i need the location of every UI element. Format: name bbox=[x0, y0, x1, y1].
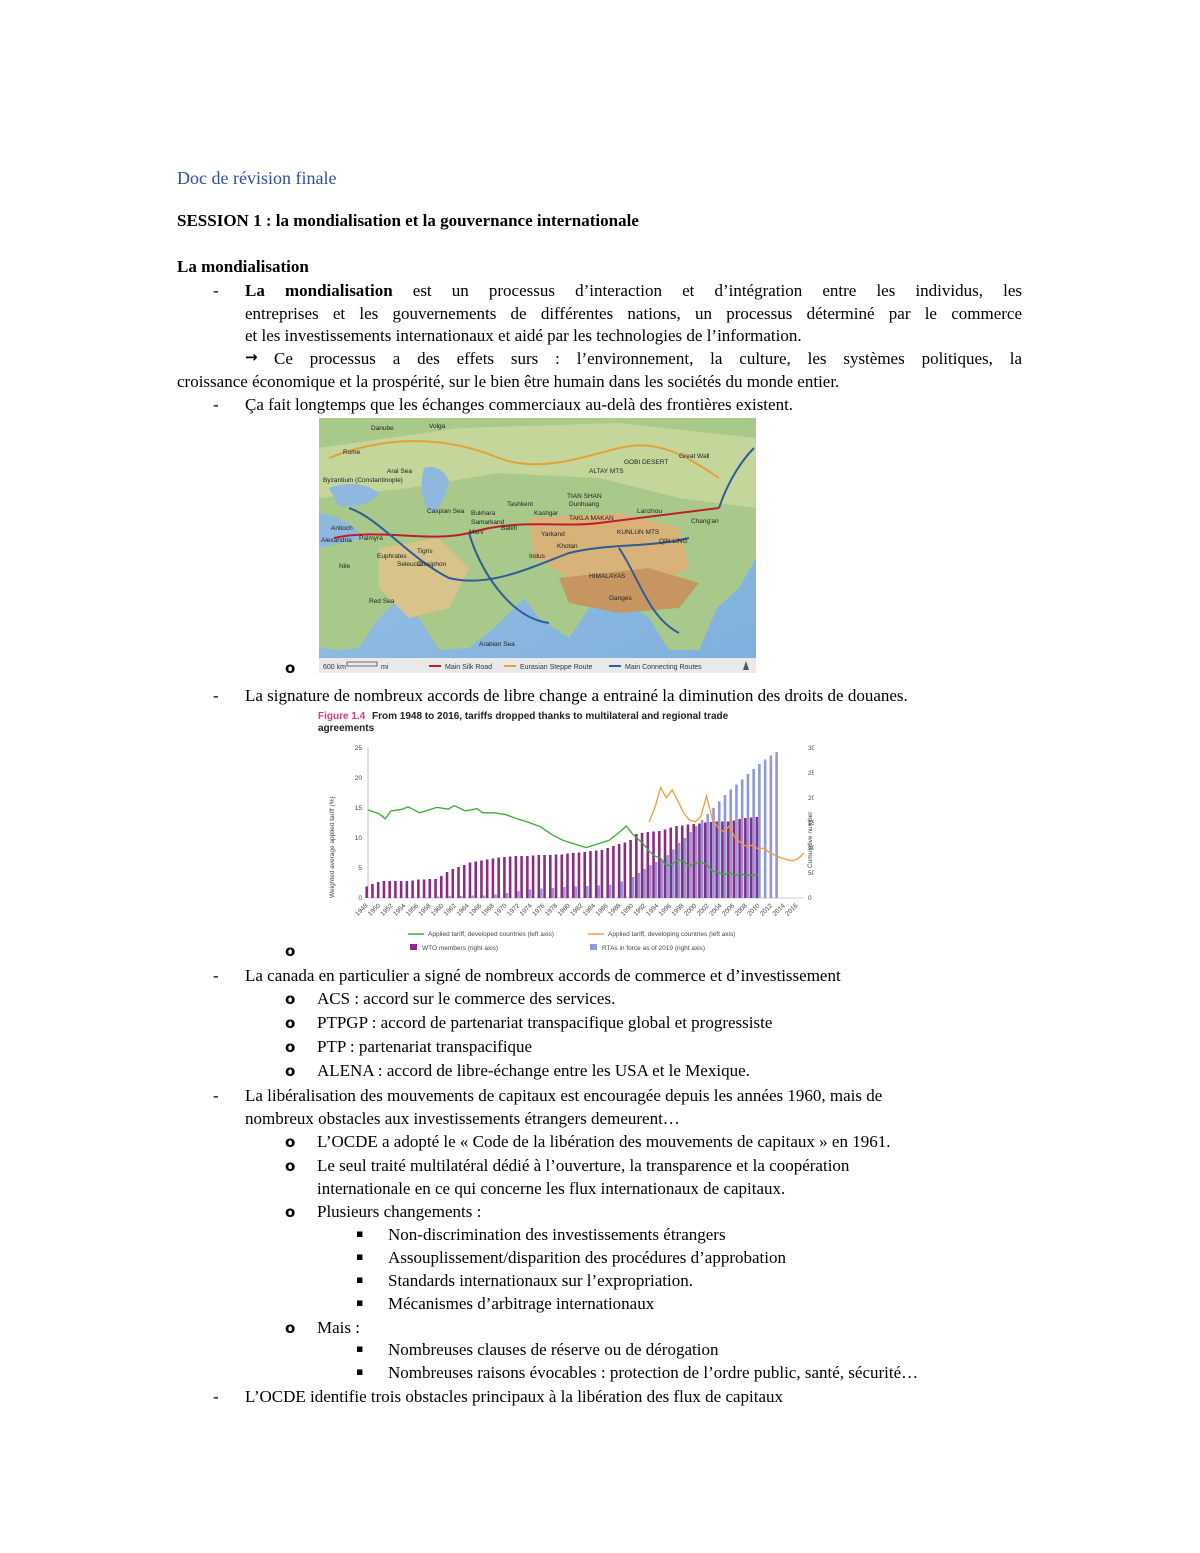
map-label: Lanzhou bbox=[637, 508, 662, 515]
wto-bar bbox=[560, 855, 563, 899]
map-label: TAKLA MAKAN bbox=[569, 515, 614, 522]
rta-bar bbox=[649, 865, 652, 898]
rta-bar bbox=[706, 814, 709, 898]
rta-bar bbox=[483, 896, 486, 899]
square-bullet: ▪ bbox=[356, 1250, 364, 1263]
wto-bar bbox=[469, 863, 472, 899]
wto-bar bbox=[578, 853, 581, 899]
ocde-code-item: L’OCDE a adopté le « Code de la libération des mouvements de capitaux » en 1961. bbox=[317, 1132, 891, 1151]
map-label: Nile bbox=[339, 563, 351, 570]
wto-bar bbox=[566, 854, 569, 899]
legend-swatch-wto bbox=[410, 944, 417, 950]
chart-x-tick: 1950 bbox=[366, 902, 383, 918]
rta-bar bbox=[563, 887, 566, 898]
square-bullet: ▪ bbox=[356, 1365, 364, 1378]
silk-road-map-svg bbox=[319, 418, 756, 673]
map-label: Balkh bbox=[501, 525, 518, 532]
map-label: Alexandria bbox=[321, 537, 352, 544]
wto-bar bbox=[503, 857, 506, 898]
chart-x-tick: 2016 bbox=[784, 902, 800, 918]
rta-bar bbox=[741, 780, 744, 899]
bullet-dash: - bbox=[213, 281, 219, 300]
chart-y2-tick: 20 bbox=[808, 795, 814, 802]
document-title: Doc de révision finale bbox=[177, 168, 337, 188]
sub-bullet-circle: o bbox=[285, 1319, 296, 1337]
chart-x-tick: 1984 bbox=[581, 902, 598, 918]
chart-x-tick: 1962 bbox=[442, 902, 458, 918]
wto-bar bbox=[635, 834, 638, 898]
chart-x-tick: 1972 bbox=[505, 902, 522, 918]
wto-bar bbox=[538, 855, 541, 898]
rta-bar bbox=[752, 769, 755, 898]
wto-bar bbox=[526, 856, 529, 898]
chart-y-tick: 20 bbox=[354, 775, 362, 782]
tariff-chart-svg bbox=[318, 708, 814, 956]
wto-bar bbox=[411, 881, 414, 899]
ocde-treaty-line2: internationale en ce qui concerne les flux internationaux de capitaux. bbox=[317, 1179, 786, 1198]
rta-bar bbox=[597, 886, 600, 899]
wto-bar bbox=[595, 851, 598, 899]
rta-bar bbox=[620, 882, 623, 899]
rta-bar bbox=[747, 774, 750, 898]
map-label: Tigris bbox=[417, 548, 433, 555]
wto-bar bbox=[429, 879, 432, 898]
mais-item: Nombreuses clauses de réserve ou de dérogation bbox=[388, 1340, 719, 1359]
legend-silk-road: Main Silk Road bbox=[445, 664, 493, 671]
change-item: Assouplissement/disparition des procédures d’approbation bbox=[388, 1248, 787, 1267]
wto-bar bbox=[371, 884, 374, 898]
wto-bar bbox=[480, 861, 483, 899]
chart-x-tick: 1996 bbox=[657, 902, 673, 918]
wto-bar bbox=[687, 825, 690, 899]
accord-item: ALENA : accord de libre-échange entre les USA et le Mexique. bbox=[317, 1061, 750, 1080]
para1-line3: et les investissements internationaux et aidé par les technologies de l’information. bbox=[245, 326, 802, 345]
rta-bar bbox=[517, 891, 520, 898]
wto-bar bbox=[738, 819, 741, 898]
map-label: Antioch bbox=[331, 525, 353, 532]
wto-bar bbox=[629, 840, 632, 898]
map-scale-label: 600 km bbox=[323, 664, 346, 671]
bullet-liberalisation-line2: nombreux obstacles aux investissements étrangers demeurent… bbox=[245, 1109, 680, 1128]
wto-bar bbox=[434, 879, 437, 898]
rta-bar bbox=[735, 785, 738, 899]
mais-item: Nombreuses raisons évocables : protection de l’ordre public, santé, sécurité… bbox=[388, 1363, 919, 1382]
map-label: Caspian Sea bbox=[427, 508, 465, 515]
wto-bar bbox=[698, 824, 701, 899]
accord-item: PTP : partenariat transpacifique bbox=[317, 1037, 533, 1056]
sub-bullet-circle: o bbox=[285, 1157, 296, 1175]
para1-line4: Ce processus a des effets surs : l’environnement, la culture, les systèmes politiques, la bbox=[274, 349, 1022, 368]
wto-bar bbox=[417, 880, 420, 899]
rta-bar bbox=[460, 896, 463, 898]
section-heading: La mondialisation bbox=[177, 257, 309, 276]
chart-x-tick: 2010 bbox=[746, 902, 762, 918]
chart-x-tick: 1992 bbox=[632, 902, 648, 918]
map-label: TIAN SHAN bbox=[567, 493, 602, 500]
change-item: Non-discrimination des investissements étrangers bbox=[388, 1225, 726, 1244]
map-label: Byzantium (Constantinople) bbox=[323, 477, 403, 484]
chart-y2-tick: 15 bbox=[808, 820, 814, 827]
sub-bullet-circle: o bbox=[285, 990, 296, 1008]
rta-bar bbox=[586, 886, 589, 898]
legend-rta: RTAs in force as of 2019 (right axis) bbox=[602, 945, 706, 952]
wto-bar bbox=[624, 843, 627, 899]
chart-x-tick: 1980 bbox=[556, 902, 572, 918]
map-label: Indus bbox=[529, 553, 545, 560]
wto-bar bbox=[440, 876, 443, 898]
wto-bar bbox=[658, 831, 661, 898]
chart-x-tick: 1994 bbox=[645, 902, 661, 918]
rta-bar bbox=[764, 760, 767, 899]
chart-y2-tick: 25 bbox=[808, 770, 814, 777]
chart-subtitle-line1: From 1948 to 2016, tariffs dropped thanks to multilateral and regional trade bbox=[372, 711, 729, 722]
wto-bar bbox=[606, 848, 609, 898]
rta-bar bbox=[775, 752, 778, 898]
rta-bar bbox=[632, 877, 635, 898]
wto-bar bbox=[474, 862, 477, 899]
accord-item: PTPGP : accord de partenariat transpacifique global et progressiste bbox=[317, 1013, 773, 1032]
wto-bar bbox=[492, 859, 495, 899]
map-label: Merv bbox=[469, 529, 484, 536]
sub-bullet-circle: o bbox=[285, 1133, 296, 1151]
wto-bar bbox=[509, 857, 512, 899]
map-label: QIN LING bbox=[659, 538, 688, 545]
chart-y-tick: 15 bbox=[354, 805, 362, 812]
wto-bar bbox=[715, 822, 718, 899]
chart-x-tick: 1964 bbox=[455, 902, 471, 918]
chart-x-tick: 1960 bbox=[430, 902, 446, 918]
chart-x-tick: 2002 bbox=[695, 902, 711, 918]
sub-bullet-circle: o bbox=[285, 659, 296, 677]
plusieurs-changements: Plusieurs changements : bbox=[317, 1202, 482, 1221]
legend-developing: Applied tariff, developing countries (left axis) bbox=[608, 931, 736, 938]
rta-bar bbox=[540, 889, 543, 899]
chart-y-tick: 25 bbox=[354, 745, 362, 752]
wto-bar bbox=[612, 846, 615, 898]
map-label: GOBI DESERT bbox=[624, 459, 669, 466]
wto-bar bbox=[365, 887, 368, 899]
rta-bar bbox=[672, 850, 675, 899]
wto-bar bbox=[457, 867, 460, 898]
chart-figure-label: Figure 1.4 bbox=[318, 711, 366, 722]
mais-label: Mais : bbox=[317, 1318, 360, 1337]
wto-bar bbox=[486, 860, 489, 899]
para1-line5: croissance économique et la prospérité, sur le bien être humain dans les sociétés du monde entier. bbox=[177, 372, 840, 391]
legend-connecting: Main Connecting Routes bbox=[625, 664, 702, 671]
map-label: Samarkand bbox=[471, 519, 505, 526]
chart-y-tick: 10 bbox=[354, 835, 362, 842]
wto-bar bbox=[583, 852, 586, 898]
map-label: Arabian Sea bbox=[479, 641, 515, 648]
bullet-dash: - bbox=[213, 1086, 219, 1105]
rta-bar bbox=[678, 843, 681, 898]
wto-bar bbox=[543, 855, 546, 898]
map-label: Volga bbox=[429, 423, 446, 430]
bullet-canada: La canada en particulier a signé de nombreux accords de commerce et d’investissement bbox=[245, 966, 841, 985]
chart-x-tick: 1986 bbox=[594, 902, 610, 918]
map-label: Red Sea bbox=[369, 598, 395, 605]
accord-item: ACS : accord sur le commerce des services. bbox=[317, 989, 616, 1008]
silk-road-map bbox=[319, 418, 756, 673]
rta-bar bbox=[425, 898, 428, 899]
chart-x-tick: 2006 bbox=[720, 902, 737, 918]
wto-bar bbox=[423, 880, 426, 899]
rta-bar bbox=[701, 820, 704, 898]
wto-bar bbox=[394, 881, 397, 898]
rta-bar bbox=[575, 887, 578, 899]
rta-bar bbox=[729, 790, 732, 899]
sub-bullet-circle: o bbox=[285, 1203, 296, 1221]
bullet-dash: - bbox=[213, 395, 219, 414]
change-item: Mécanismes d’arbitrage internationaux bbox=[388, 1294, 655, 1313]
chart-subtitle-line2: agreements bbox=[318, 723, 375, 734]
wto-bar bbox=[532, 856, 535, 899]
bullet-dash: - bbox=[213, 966, 219, 985]
wto-bar bbox=[446, 872, 449, 898]
square-bullet: ▪ bbox=[356, 1273, 364, 1286]
map-label: Danube bbox=[371, 425, 394, 432]
bullet-liberalisation-line1: La libéralisation des mouvements de capitaux est encouragée depuis les années 1960, mais de bbox=[245, 1086, 883, 1105]
map-label: Euphrates bbox=[377, 553, 407, 560]
chart-y2-axis-label: Cumulative number bbox=[807, 811, 814, 868]
chart-x-tick: 1956 bbox=[404, 902, 421, 918]
rta-bar bbox=[494, 895, 497, 899]
rta-bar bbox=[770, 756, 773, 899]
wto-bar bbox=[406, 881, 409, 898]
map-label: Great Wall bbox=[679, 453, 710, 460]
map-label: Dunhuang bbox=[569, 501, 599, 508]
square-bullet: ▪ bbox=[356, 1227, 364, 1240]
map-label: ALTAY MTS bbox=[589, 468, 624, 475]
rta-bar bbox=[448, 896, 451, 898]
rta-bar bbox=[758, 764, 761, 898]
map-scale-unit: mi bbox=[381, 664, 389, 671]
wto-bar bbox=[647, 832, 650, 898]
wto-bar bbox=[721, 822, 724, 899]
map-label: Yarkand bbox=[541, 531, 565, 538]
chart-x-tick: 2012 bbox=[758, 902, 775, 918]
ocde-treaty-line1: Le seul traité multilatéral dédié à l’ouverture, la transparence et la coopération bbox=[317, 1156, 850, 1175]
bullet-tariffs: La signature de nombreux accords de libre change a entrainé la diminution des droits de douanes. bbox=[245, 686, 908, 705]
legend-developed: Applied tariff, developed countries (left axis) bbox=[428, 931, 554, 938]
rta-bar bbox=[643, 869, 646, 898]
chart-x-tick: 1988 bbox=[607, 902, 623, 918]
chart-x-tick: 2004 bbox=[708, 902, 724, 918]
chart-y2-tick: 30 bbox=[808, 745, 814, 752]
wto-bar bbox=[710, 822, 713, 898]
wto-bar bbox=[704, 823, 707, 899]
rta-bar bbox=[666, 855, 669, 898]
square-bullet: ▪ bbox=[356, 1342, 364, 1355]
rta-bar bbox=[695, 826, 698, 898]
sub-bullet-circle: o bbox=[285, 942, 296, 960]
wto-bar bbox=[549, 855, 552, 898]
para1-line2: entreprises et les gouvernements de différentes nations, un processus déterminé par le commerce bbox=[245, 304, 1022, 323]
map-label: Rome bbox=[343, 449, 361, 456]
tariff-chart bbox=[318, 708, 814, 956]
map-label: Kashgar bbox=[534, 510, 559, 517]
wto-bar bbox=[727, 822, 730, 899]
term-mondialisation: La mondialisation bbox=[245, 281, 393, 300]
bullet-dash: - bbox=[213, 1387, 219, 1406]
map-label: Tashkent bbox=[507, 501, 534, 508]
chart-y-axis-label: Weighted average applied tariff (%) bbox=[329, 796, 336, 898]
wto-bar bbox=[555, 855, 558, 899]
chart-y-tick: 0 bbox=[358, 895, 362, 902]
bullet-long-trade: Ça fait longtemps que les échanges commerciaux au-delà des frontières existent. bbox=[245, 395, 794, 414]
rta-bar bbox=[638, 873, 641, 898]
sub-bullet-circle: o bbox=[285, 1038, 296, 1056]
chart-x-tick: 1990 bbox=[619, 902, 636, 918]
rta-bar bbox=[655, 862, 658, 898]
rta-bar bbox=[437, 897, 440, 899]
chart-x-tick: 2000 bbox=[683, 902, 699, 918]
rta-bar bbox=[661, 860, 664, 899]
wto-bar bbox=[589, 851, 592, 898]
wto-bar bbox=[750, 818, 753, 899]
wto-bar bbox=[601, 850, 604, 898]
wto-bar bbox=[400, 881, 403, 898]
arrow-icon: → bbox=[245, 348, 258, 366]
rta-bar bbox=[684, 838, 687, 898]
chart-x-tick: 1948 bbox=[354, 902, 370, 918]
chart-y2-tick: 50 bbox=[808, 870, 814, 877]
chart-x-tick: 1978 bbox=[543, 902, 560, 918]
wto-bar bbox=[515, 856, 518, 898]
map-label: Palmyra bbox=[359, 535, 383, 542]
legend-steppe: Eurasian Steppe Route bbox=[520, 664, 593, 671]
wto-bar bbox=[463, 865, 466, 898]
sub-bullet-circle: o bbox=[285, 1062, 296, 1080]
wto-bar bbox=[618, 844, 621, 898]
wto-bar bbox=[652, 832, 655, 899]
wto-bar bbox=[692, 824, 695, 898]
rta-bar bbox=[718, 802, 721, 899]
rta-bar bbox=[471, 896, 474, 899]
chart-x-tick: 1952 bbox=[379, 902, 395, 918]
rta-bar bbox=[552, 888, 555, 898]
para1-line1-text: est un processus d’interaction et d’intégration entre les individus, les bbox=[392, 281, 1022, 300]
chart-x-tick: 1954 bbox=[392, 902, 408, 918]
map-label: Ctesiphon bbox=[417, 561, 447, 568]
chart-y2-tick: 10 bbox=[808, 845, 814, 852]
chart-y2-tick: 0 bbox=[808, 895, 812, 902]
rta-bar bbox=[529, 890, 532, 899]
map-label: Bukhara bbox=[471, 510, 496, 517]
wto-bar bbox=[377, 882, 380, 898]
chart-x-tick: 2014 bbox=[771, 902, 787, 918]
sub-bullet-circle: o bbox=[285, 1014, 296, 1032]
chart-y-tick: 5 bbox=[358, 865, 362, 872]
map-label: Aral Sea bbox=[387, 468, 412, 475]
map-label: Khotan bbox=[557, 543, 578, 550]
para1-line1 bbox=[245, 280, 1022, 302]
wto-bar bbox=[451, 869, 454, 898]
map-label: Chang'an bbox=[691, 518, 719, 525]
chart-x-tick: 1970 bbox=[493, 902, 509, 918]
chart-x-tick: 1982 bbox=[569, 902, 585, 918]
map-label: Ganges bbox=[609, 595, 632, 602]
wto-bar bbox=[388, 881, 391, 898]
session-heading: SESSION 1 : la mondialisation et la gouvernance internationale bbox=[177, 211, 639, 230]
chart-x-tick: 2008 bbox=[733, 902, 749, 918]
square-bullet: ▪ bbox=[356, 1296, 364, 1309]
rta-bar bbox=[724, 795, 727, 898]
change-item: Standards internationaux sur l’expropriation. bbox=[388, 1271, 693, 1290]
wto-bar bbox=[756, 817, 759, 898]
wto-bar bbox=[497, 858, 500, 899]
wto-bar bbox=[572, 853, 575, 898]
chart-x-tick: 1958 bbox=[417, 902, 433, 918]
chart-x-tick: 1968 bbox=[480, 902, 496, 918]
wto-bar bbox=[520, 856, 523, 898]
rta-bar bbox=[609, 885, 612, 899]
chart-x-tick: 1974 bbox=[518, 902, 534, 918]
chart-x-tick: 1966 bbox=[468, 902, 484, 918]
legend-swatch-rta bbox=[590, 944, 597, 950]
wto-bar bbox=[383, 881, 386, 898]
map-label: HIMALAYAS bbox=[589, 573, 626, 580]
chart-x-tick: 1998 bbox=[670, 902, 686, 918]
legend-wto: WTO members (right axis) bbox=[422, 945, 499, 952]
bullet-dash: - bbox=[213, 686, 219, 705]
bullet-ocde-obstacles: L’OCDE identifie trois obstacles principaux à la libération des flux de capitaux bbox=[245, 1387, 784, 1406]
rta-bar bbox=[506, 893, 509, 898]
wto-bar bbox=[744, 818, 747, 898]
map-label: Seleucia bbox=[397, 561, 422, 568]
wto-bar bbox=[669, 828, 672, 899]
chart-x-tick: 1976 bbox=[531, 902, 547, 918]
map-label: KUNLUN MTS bbox=[617, 529, 660, 536]
